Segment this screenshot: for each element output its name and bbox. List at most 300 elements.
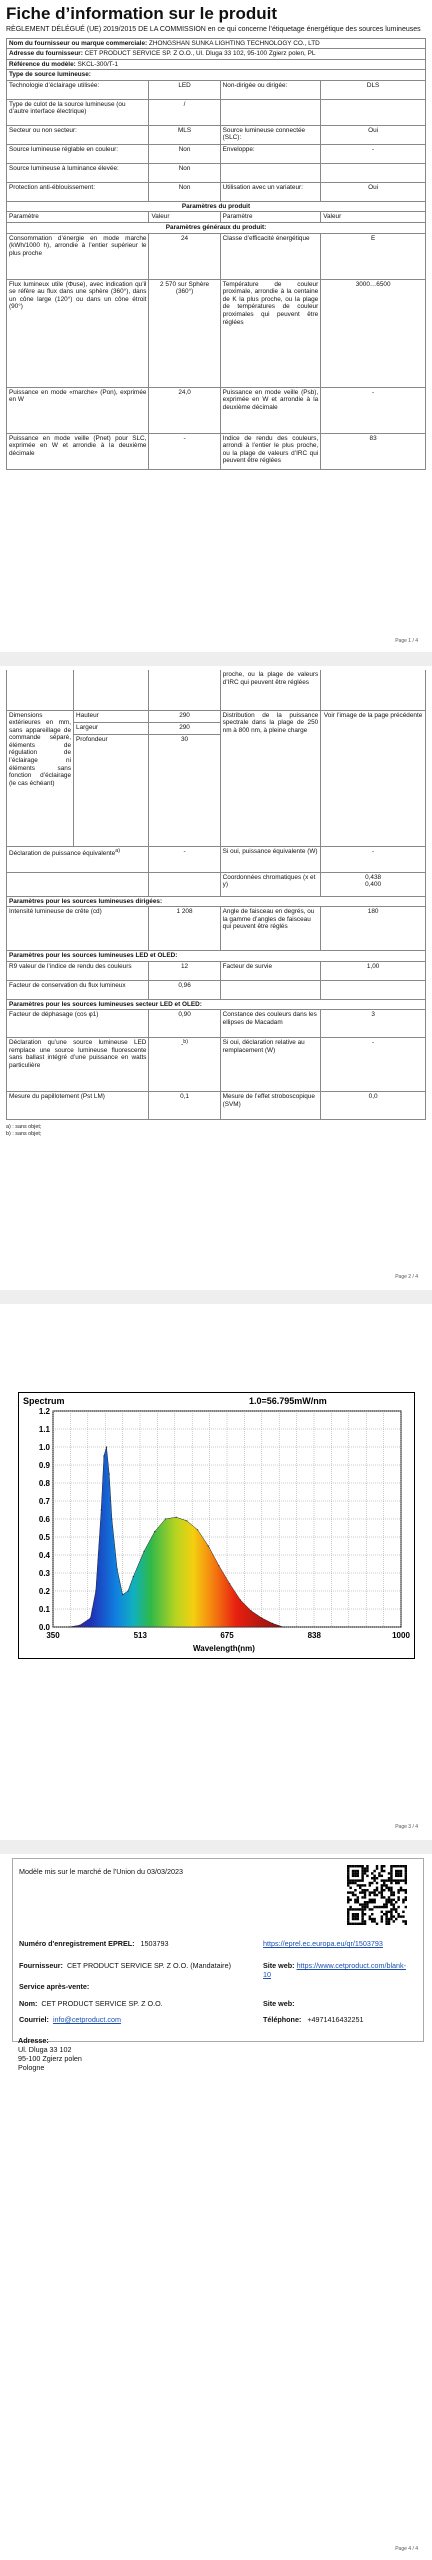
peak-intensity-label: Intensité lumineuse de crête (cd): [7, 907, 149, 951]
qr-module: [402, 1879, 404, 1881]
qr-module: [390, 1865, 392, 1867]
page-number: Page 1 / 4: [395, 638, 418, 644]
qr-module: [357, 1908, 359, 1910]
qr-module: [361, 1867, 363, 1869]
qr-module: [393, 1908, 395, 1910]
qr-module: [405, 1877, 407, 1879]
qr-module: [397, 1872, 399, 1874]
power-on-value: 24,0: [149, 387, 220, 433]
beam-angle-label: Angle de faisceau en degrés, ou la gamme d’angles de faisceau qui peuvent être réglés: [220, 907, 321, 951]
qr-module: [347, 1913, 349, 1915]
qr-module: [376, 1877, 378, 1879]
qr-module: [373, 1875, 375, 1877]
qr-module: [373, 1894, 375, 1896]
qr-module: [359, 1865, 361, 1867]
qr-module: [390, 1899, 392, 1901]
phone-label: Téléphone:: [263, 2015, 302, 2024]
qr-module: [390, 1872, 392, 1874]
qr-module: [366, 1870, 368, 1872]
spectrum-point: [109, 1473, 110, 1474]
stroboscopic-value: 0,0: [321, 1092, 426, 1120]
qr-module: [357, 1896, 359, 1898]
qr-module: [400, 1865, 402, 1867]
qr-module: [369, 1882, 371, 1884]
qr-module: [390, 1887, 392, 1889]
qr-module: [371, 1908, 373, 1910]
spectrum-point: [218, 1565, 219, 1566]
qr-module: [405, 1879, 407, 1881]
spectrum-point: [250, 1610, 251, 1611]
qr-module: [402, 1899, 404, 1901]
qr-module: [395, 1901, 397, 1903]
spectrum-point: [154, 1531, 155, 1532]
spectrum-point: [208, 1545, 209, 1546]
qr-module: [385, 1901, 387, 1903]
supplier-address-cell: [7, 49, 426, 60]
page-number: Page 2 / 4: [395, 1274, 418, 1280]
empty-cell: [149, 872, 220, 896]
qr-module: [381, 1911, 383, 1913]
qr-module: [364, 1894, 366, 1896]
depth-value: 30: [149, 734, 220, 846]
qr-module: [388, 1896, 390, 1898]
qr-module: [347, 1908, 349, 1910]
qr-module: [373, 1879, 375, 1881]
equiv-watts-value: -: [321, 846, 426, 872]
eprel-label: Numéro d'enregistrement EPREL:: [19, 1939, 135, 1948]
supplier-address-label: Adresse du fournisseur:: [9, 50, 83, 58]
spectrum-point: [165, 1518, 166, 1519]
qr-module: [364, 1884, 366, 1886]
qr-module: [400, 1872, 402, 1874]
qr-module: [388, 1901, 390, 1903]
page-number: Page 4 / 4: [395, 2546, 418, 2552]
eprel-link[interactable]: https://eprel.ec.europa.eu/qr/1503793: [263, 1939, 383, 1948]
qr-module: [361, 1923, 363, 1925]
y-tick-label: 0.9: [38, 1461, 50, 1470]
qr-module: [357, 1899, 359, 1901]
spectrum-point: [90, 1617, 91, 1618]
qr-code-icon: [347, 1865, 407, 1925]
qr-module: [349, 1906, 351, 1908]
qr-module: [364, 1896, 366, 1898]
qr-module: [381, 1906, 383, 1908]
y-tick-label: 0.3: [38, 1569, 50, 1578]
equiv-power-value: -: [149, 846, 220, 872]
qr-module: [361, 1903, 363, 1905]
qr-module: [361, 1896, 363, 1898]
qr-module: [378, 1906, 380, 1908]
qr-module: [393, 1906, 395, 1908]
phase-factor-label: Facteur de déphasage (cos φ1): [7, 1010, 149, 1038]
qr-module: [381, 1887, 383, 1889]
qr-module: [388, 1887, 390, 1889]
beam-angle-value: 180: [321, 907, 426, 951]
row-a-value: MLS: [149, 125, 220, 144]
qr-module: [361, 1918, 363, 1920]
row-a-label: [220, 163, 321, 182]
spd-value: Voir l’image de la page précédente: [321, 710, 426, 846]
qr-module: [385, 1918, 387, 1920]
after-sales-label: Service après-vente:: [19, 1982, 90, 1991]
qr-module: [385, 1887, 387, 1889]
supplier-name-cell: [7, 38, 426, 49]
qr-module: [376, 1887, 378, 1889]
qr-module: [395, 1918, 397, 1920]
qr-module: [371, 1901, 373, 1903]
supplier-value: CET PRODUCT SERVICE SP. Z O.O. (Mandataire): [66, 1961, 231, 1970]
flicker-label: Mesure du papillotement (Pst LM): [7, 1092, 149, 1120]
qr-module: [397, 1865, 399, 1867]
qr-module: [366, 1906, 368, 1908]
row-a-value: Oui: [321, 182, 426, 201]
qr-module: [397, 1896, 399, 1898]
standby-value: -: [321, 387, 426, 433]
qr-module: [405, 1875, 407, 1877]
qr-module: [385, 1911, 387, 1913]
row-a-label: Type de culot de la source lumineuse (ou d’autre interface électrique): [7, 99, 149, 125]
qr-module: [383, 1896, 385, 1898]
consumption-label: Consommation d’énergie en mode marche (kWh/1000 h), arrondie à l’entier supérieur le plus proche: [7, 233, 149, 279]
qr-module: [388, 1889, 390, 1891]
spectrum-point: [79, 1625, 80, 1626]
qr-module: [405, 1870, 407, 1872]
qr-module: [371, 1882, 373, 1884]
qr-module: [361, 1906, 363, 1908]
qr-module: [390, 1918, 392, 1920]
qr-module: [381, 1920, 383, 1922]
net-standby-value: -: [149, 433, 220, 469]
row-a-label: Utilisation avec un variateur:: [220, 182, 321, 201]
qr-module: [402, 1911, 404, 1913]
chart-title: Spectrum: [23, 1396, 65, 1406]
qr-module: [364, 1867, 366, 1869]
qr-module: [349, 1879, 351, 1881]
qr-module: [405, 1872, 407, 1874]
led-replace-value: [149, 1038, 220, 1092]
mains-params-heading: Paramètres pour les sources lumineuses secteur LED et OLED:: [7, 999, 426, 1010]
qr-module: [376, 1865, 378, 1867]
website-label: Site web:: [263, 1961, 295, 1970]
qr-module: [354, 1918, 356, 1920]
qr-module: [354, 1889, 356, 1891]
qr-module: [397, 1882, 399, 1884]
qr-module: [395, 1879, 397, 1881]
row-a-label: Technologie d’éclairage utilisée:: [7, 80, 149, 99]
qr-module: [347, 1879, 349, 1881]
website-link[interactable]: https://www.cetproduct.com/blank-10: [263, 1961, 407, 1979]
qr-module: [395, 1870, 397, 1872]
chart-annotation: 1.0=56.795mW/nm: [249, 1396, 327, 1406]
regulation-intro: RÈGLEMENT DÉLÉGUÉ (UE) 2019/2015 DE LA COMMISSION en ce qui concerne l’étiquetage énergétique des sources lumineuses: [6, 26, 421, 33]
page-2: [6, 670, 426, 1286]
qr-module: [383, 1889, 385, 1891]
qr-module: [381, 1894, 383, 1896]
qr-module: [383, 1884, 385, 1886]
qr-module: [347, 1875, 349, 1877]
qr-module: [371, 1913, 373, 1915]
qr-module: [373, 1918, 375, 1920]
lumen-maintenance-label: Facteur de conservation du flux lumineux: [7, 980, 149, 999]
spectrum-point: [111, 1518, 112, 1519]
qr-module: [383, 1882, 385, 1884]
qr-module: [366, 1901, 368, 1903]
led-params-heading: Paramètres pour les sources lumineuses LED et OLED:: [7, 951, 426, 962]
spectrum-svg: [19, 1393, 414, 1658]
qr-module: [385, 1915, 387, 1917]
qr-module: [354, 1879, 356, 1881]
qr-module: [388, 1918, 390, 1920]
empty-cell: [149, 670, 220, 710]
row-a-label: Source lumineuse connectée (SLC):: [220, 125, 321, 144]
qr-module: [352, 1923, 354, 1925]
qr-module: [357, 1913, 359, 1915]
footnote-b: b) : sans objet;: [6, 1131, 42, 1138]
qr-module: [369, 1884, 371, 1886]
qr-module: [352, 1915, 354, 1917]
qr-module: [369, 1891, 371, 1893]
supplier-row: [19, 1961, 247, 1970]
row-a-value: LED: [149, 80, 220, 99]
qr-module: [349, 1887, 351, 1889]
spectrum-point: [197, 1529, 198, 1530]
qr-module: [395, 1872, 397, 1874]
y-tick-label: 1.2: [38, 1407, 50, 1416]
y-tick-label: 1.1: [38, 1425, 50, 1434]
phone-row: [263, 2015, 364, 2024]
x-tick-label: 1000: [392, 1631, 410, 1640]
model-cell: [7, 59, 426, 70]
qr-module: [400, 1889, 402, 1891]
spectrum-point: [143, 1551, 144, 1552]
email-row: [19, 2015, 121, 2024]
qr-module: [385, 1899, 387, 1901]
empty-cell: [321, 980, 426, 999]
qr-module: [383, 1903, 385, 1905]
led-replace-value-text: -: [181, 1041, 184, 1049]
qr-module: [364, 1872, 366, 1874]
qr-module: [371, 1877, 373, 1879]
qr-module: [383, 1879, 385, 1881]
y-tick-label: 1.0: [38, 1443, 50, 1452]
qr-module: [357, 1865, 359, 1867]
standby-label: Puissance en mode veille (Psb), exprimée en W et arrondie à la deuxième décimale: [220, 387, 321, 433]
row-a-value: Non: [149, 182, 220, 201]
qr-module: [402, 1920, 404, 1922]
qr-module: [357, 1915, 359, 1917]
supplier-label: Fournisseur:: [19, 1961, 63, 1970]
spd-label: Distribution de la puissance spectrale dans la plage de 250 nm à 800 nm, à pleine charge: [220, 710, 321, 846]
x-tick-label: 350: [46, 1631, 60, 1640]
qr-module: [364, 1870, 366, 1872]
spectrum-point: [176, 1517, 177, 1518]
qr-module: [397, 1889, 399, 1891]
page-separator: [0, 1840, 432, 1854]
qr-module: [361, 1913, 363, 1915]
qr-module: [366, 1875, 368, 1877]
qr-module: [397, 1870, 399, 1872]
product-params-heading: Paramètres du produit: [7, 201, 426, 212]
qr-module: [388, 1923, 390, 1925]
eprel-info-card: [12, 1858, 424, 2042]
service-site-label: Site web:: [263, 1999, 295, 2008]
qr-module: [359, 1923, 361, 1925]
y-tick-label: 0.7: [38, 1497, 50, 1506]
spectrum-point: [101, 1509, 102, 1510]
qr-module: [352, 1875, 354, 1877]
col-value-header: Valeur: [149, 212, 220, 223]
qr-module: [390, 1908, 392, 1910]
r9-value: 12: [149, 961, 220, 980]
flicker-value: 0,1: [149, 1092, 220, 1120]
qr-module: [373, 1889, 375, 1891]
qr-module: [352, 1865, 354, 1867]
chromaticity-value: [321, 872, 426, 896]
qr-module: [361, 1877, 363, 1879]
row-a-value: /: [149, 99, 220, 125]
qr-module: [366, 1867, 368, 1869]
qr-module: [388, 1911, 390, 1913]
width-label: Largeur: [74, 722, 149, 734]
footnote-marker: a): [115, 847, 120, 854]
qr-module: [357, 1884, 359, 1886]
qr-module: [373, 1870, 375, 1872]
empty-cell: [7, 872, 149, 896]
qr-module: [347, 1915, 349, 1917]
qr-module: [347, 1870, 349, 1872]
qr-module: [373, 1877, 375, 1879]
qr-module: [376, 1906, 378, 1908]
y-tick-label: 0.4: [38, 1551, 50, 1560]
model-label: Référence du modèle:: [9, 60, 76, 68]
qr-module: [357, 1879, 359, 1881]
qr-module: [397, 1899, 399, 1901]
qr-module: [405, 1889, 407, 1891]
qr-module: [359, 1887, 361, 1889]
qr-module: [352, 1918, 354, 1920]
product-info-table: [6, 38, 426, 470]
footnote-a: a) : sans objet;: [6, 1124, 42, 1131]
qr-module: [390, 1911, 392, 1913]
qr-module: [405, 1865, 407, 1867]
qr-module: [354, 1923, 356, 1925]
qr-module: [381, 1918, 383, 1920]
market-date-text: Modèle mis sur le marché de l'Union du 03/03/2023: [19, 1867, 183, 1876]
qr-module: [381, 1875, 383, 1877]
qr-module: [397, 1875, 399, 1877]
qr-module: [359, 1891, 361, 1893]
qr-module: [397, 1891, 399, 1893]
chromaticity-x: 0,438: [365, 873, 382, 881]
dimensions-label: Dimensions extérieures en mm, sans appareillage de commande séparé, éléments de régulation de l’éclairage ni éléments sans fonction d’éclairage (le cas échéant): [7, 710, 74, 846]
qr-module: [405, 1867, 407, 1869]
qr-module: [354, 1894, 356, 1896]
row-a-value: [321, 99, 426, 125]
qr-module: [402, 1889, 404, 1891]
row-a-label: [220, 99, 321, 125]
qr-module: [347, 1923, 349, 1925]
qr-module: [357, 1875, 359, 1877]
qr-module: [361, 1915, 363, 1917]
qr-module: [395, 1865, 397, 1867]
qr-module: [402, 1901, 404, 1903]
supplier-name-value: ZHONGSHAN SUNKA LIGHTING TECHNOLOGY CO., LTD: [148, 39, 320, 47]
qr-module: [359, 1908, 361, 1910]
qr-module: [349, 1899, 351, 1901]
qr-module: [390, 1889, 392, 1891]
qr-module: [393, 1915, 395, 1917]
general-params-heading: Paramètres généraux du produit:: [7, 223, 426, 234]
spectrum-point: [95, 1590, 96, 1591]
col-param-header: Paramètre: [7, 212, 149, 223]
qr-module: [347, 1872, 349, 1874]
qr-module: [349, 1923, 351, 1925]
qr-module: [397, 1879, 399, 1881]
height-label: Hauteur: [74, 710, 149, 722]
qr-module: [381, 1865, 383, 1867]
qr-module: [388, 1877, 390, 1879]
qr-module: [347, 1896, 349, 1898]
y-tick-label: 0.2: [38, 1587, 50, 1596]
spectrum-point: [240, 1599, 241, 1600]
qr-module: [390, 1882, 392, 1884]
height-value: 290: [149, 710, 220, 722]
service-name-label: Nom:: [19, 1999, 38, 2008]
qr-module: [352, 1870, 354, 1872]
qr-module: [390, 1875, 392, 1877]
qr-module: [390, 1894, 392, 1896]
row-a-label: Secteur ou non secteur:: [7, 125, 149, 144]
qr-module: [385, 1906, 387, 1908]
address-label: Adresse:: [18, 2036, 49, 2045]
qr-module: [405, 1923, 407, 1925]
qr-module: [395, 1911, 397, 1913]
page-separator: [0, 1290, 432, 1304]
qr-module: [369, 1918, 371, 1920]
qr-module: [361, 1865, 363, 1867]
lumen-maintenance-value: 0,96: [149, 980, 220, 999]
qr-module: [393, 1865, 395, 1867]
spectrum-point: [229, 1583, 230, 1584]
eprel-row: [19, 1939, 169, 1948]
qr-module: [373, 1920, 375, 1922]
service-name-row: [19, 1999, 163, 2008]
qr-module: [393, 1879, 395, 1881]
qr-module: [366, 1865, 368, 1867]
qr-module: [390, 1867, 392, 1869]
qr-module: [352, 1872, 354, 1874]
address-line: 95-100 Zgierz polen: [18, 2054, 82, 2063]
col-value-header: Valeur: [321, 212, 426, 223]
qr-module: [376, 1889, 378, 1891]
qr-module: [393, 1894, 395, 1896]
qr-module: [361, 1872, 363, 1874]
email-link[interactable]: info@cetproduct.com: [52, 2015, 121, 2024]
service-name-value: CET PRODUCT SERVICE SP. Z O.O.: [41, 1999, 163, 2008]
qr-module: [364, 1908, 366, 1910]
website-row: [263, 1961, 413, 1979]
qr-module: [369, 1894, 371, 1896]
empty-cell: [7, 670, 74, 710]
qr-module: [347, 1867, 349, 1869]
qr-module: [357, 1870, 359, 1872]
qr-module: [400, 1875, 402, 1877]
qr-module: [385, 1920, 387, 1922]
row-a-value: Non: [149, 163, 220, 182]
qr-module: [347, 1882, 349, 1884]
qr-module: [378, 1875, 380, 1877]
empty-cell: [321, 670, 426, 710]
